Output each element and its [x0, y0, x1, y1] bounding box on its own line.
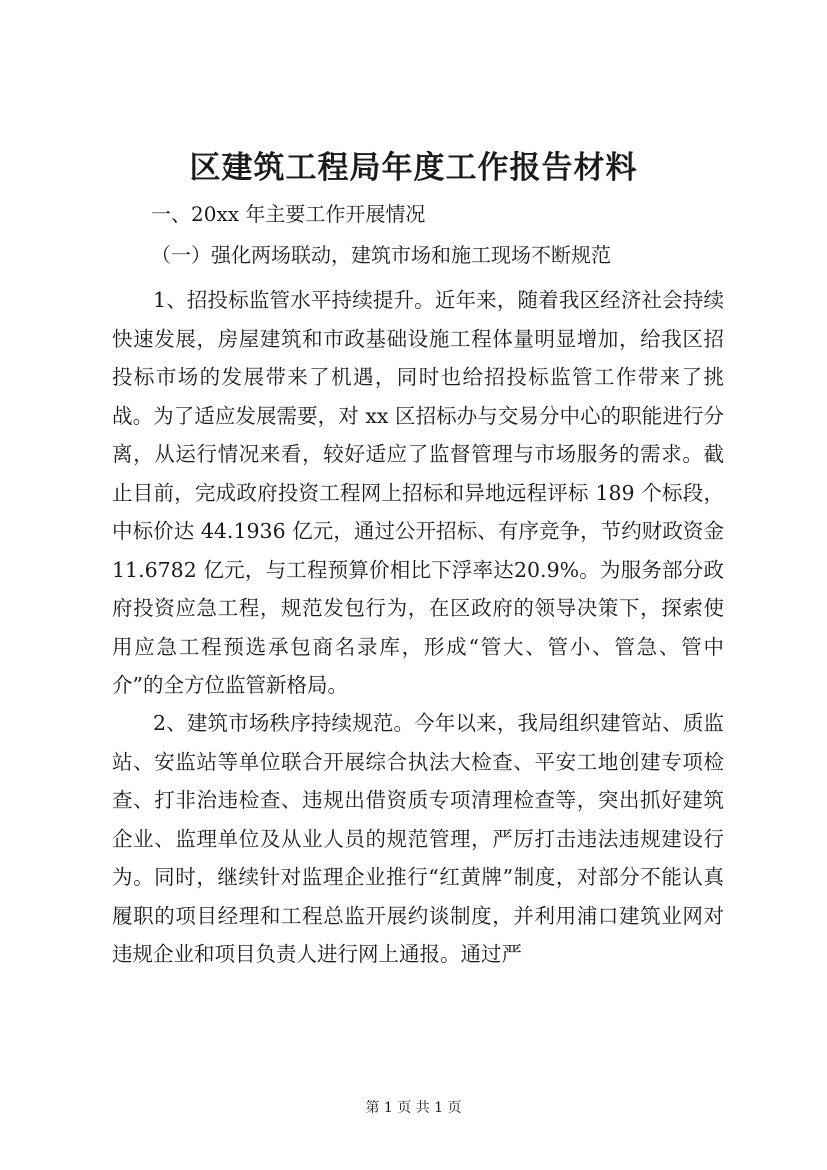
body-paragraph: 2、建筑市场秩序持续规范。今年以来，我局组织建管站、质监站、安监站等单位联合开展综合执法大检查、平安工地创建专项检查、打非治违检查、违规出借资质专项清理检查等，突出抓好建筑企业、监理单位及从业人员的规范管理，严厉打击违法违规建设行为。同时，继续针对监理企业推行“红黄牌”制度，对部分不能认真履职的项目经理和工程总监开展约谈制度，并利用浦口建筑业网对违规企业和项目负责人进行网上通报。通过严	[112, 711, 724, 966]
section-heading: 一、20xx 年主要工作开展情况	[151, 202, 426, 226]
page-footer: 第 1 页 共 1 页	[365, 1100, 462, 1116]
body-paragraph: 1、招投标监管水平持续提升。近年来，随着我区经济社会持续快速发展，房屋建筑和市政基础设施工程体量明显增加，给我区招投标市场的发展带来了机遇，同时也给招投标监管工作带来了挑战。为了适应发展需要，对 xx 区招标办与交易分中心的职能进行分离，从运行情况来看，较好适应了监督管理与市场服务的需求。截止目前，完成政府投资工程网上招标和异地远程评标 189 个标段，中标价达 44.1936 亿元，通过公开招标、有序竞争，节约财政资金 11.6782 亿元，与工程预算价相比下浮率达20.9%。为服务部分政府投资应急工程，规范发包行为，在区政府的领导决策下，探索使用应急工程预选承包商名录库，形成“管大、管小、管急、管中介”的全方位监管新格局。	[112, 288, 724, 697]
document-title: 区建筑工程局年度工作报告材料	[189, 150, 638, 186]
subsection-heading: （一）强化两场联动，建筑市场和施工现场不断规范	[151, 243, 611, 267]
